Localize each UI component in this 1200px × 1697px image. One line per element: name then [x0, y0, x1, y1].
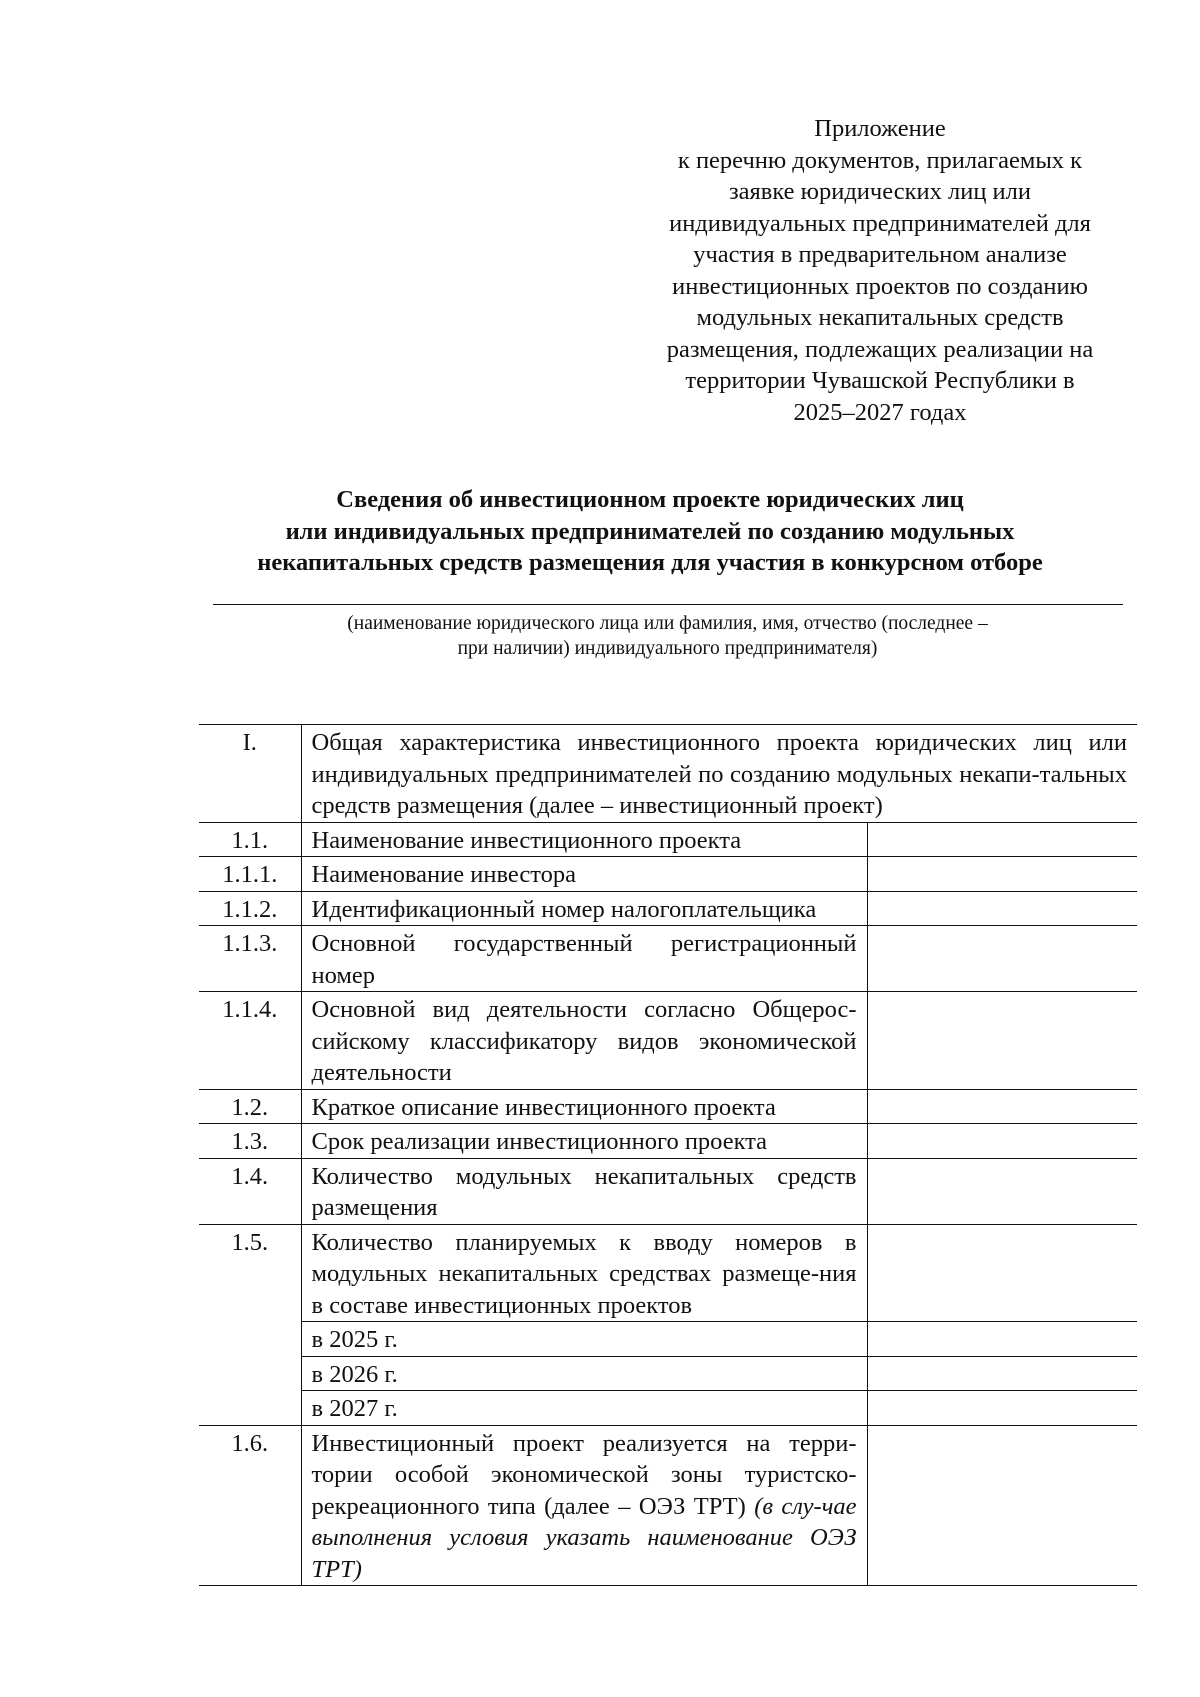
row-number: 1.1. [199, 822, 301, 857]
row-number: 1.1.4. [199, 992, 301, 1090]
value-cell[interactable] [867, 926, 1137, 992]
appendix-line: заявке юридических лиц или [728, 178, 1031, 205]
table-row-year [199, 1322, 1137, 1357]
empty-number-cell [199, 1391, 301, 1426]
row-label: Краткое описание инвестиционного проекта [301, 1089, 867, 1124]
empty-number-cell [199, 1322, 301, 1357]
appendix-line: территории Чувашской Республики в [685, 367, 1075, 394]
row-number: 1.6. [199, 1425, 301, 1586]
value-cell[interactable] [867, 1322, 1137, 1357]
applicant-name-line[interactable] [213, 604, 1123, 605]
row-label: Количество планируемых к вводу номеров в модульных некапитальных средствах размеще-ния в составе инвестиционных проектов [301, 1224, 867, 1322]
row-label-text: Инвестиционный проект реализуется на терри-тории особой экономической зоны туристско-рекреационного типа (далее – ОЭЗ ТРТ) [311, 1429, 857, 1520]
table-row-year [199, 1391, 1137, 1426]
year-label: в 2026 г. [301, 1356, 867, 1391]
appendix-line: 2025–2027 годах [793, 398, 967, 426]
value-cell[interactable] [867, 1158, 1137, 1224]
year-label: в 2027 г. [301, 1391, 867, 1426]
value-cell[interactable] [867, 857, 1137, 892]
appendix-line: Приложение [814, 115, 946, 142]
caption-line: (наименование юридического лица или фамилия, имя, отчество (последнее – [347, 613, 988, 634]
table-row-year [199, 1356, 1137, 1391]
row-label: Основной вид деятельности согласно Общерос-сийскому классификатору видов экономической деятельности [301, 992, 867, 1090]
value-cell[interactable] [867, 1391, 1137, 1426]
table-row [199, 992, 1137, 1090]
table-row [199, 1089, 1137, 1124]
row-label: Количество модульных некапитальных средств размещения [301, 1158, 867, 1224]
appendix-line: участия в предварительном анализе [693, 241, 1067, 268]
row-number: 1.2. [199, 1089, 301, 1124]
name-line-caption [200, 611, 1135, 661]
title-line: некапитальных средств размещения для участия в конкурсном отборе [257, 549, 1043, 576]
row-number: 1.1.2. [199, 891, 301, 926]
row-number: 1.1.1. [199, 857, 301, 892]
table-row [199, 822, 1137, 857]
project-info-table [199, 724, 1137, 1586]
row-number: 1.5. [199, 1224, 301, 1322]
row-number: 1.4. [199, 1158, 301, 1224]
title-line: или индивидуальных предпринимателей по созданию модульных [285, 517, 1015, 545]
appendix-line: индивидуальных предпринимателей для [669, 209, 1091, 237]
value-cell[interactable] [867, 1356, 1137, 1391]
empty-number-cell [199, 1356, 301, 1391]
row-label: Наименование инвестиционного проекта [301, 822, 867, 857]
row-label: Идентификационный номер налогоплательщика [301, 891, 867, 926]
value-cell[interactable] [867, 1124, 1137, 1159]
appendix-header [630, 113, 1130, 428]
appendix-line: размещения, подлежащих реализации на [666, 335, 1094, 363]
table-row [199, 1224, 1137, 1322]
appendix-line: инвестиционных проектов по созданию [672, 272, 1088, 300]
table-row [199, 926, 1137, 992]
table-row [199, 1124, 1137, 1159]
appendix-line: к перечню документов, прилагаемых к [677, 146, 1083, 174]
row-label [301, 1425, 867, 1586]
value-cell[interactable] [867, 1224, 1137, 1322]
value-cell[interactable] [867, 1425, 1137, 1586]
caption-line: при наличии) индивидуального предпринимателя) [457, 638, 878, 659]
row-number: 1.1.3. [199, 926, 301, 992]
row-number: I. [199, 725, 301, 823]
value-cell[interactable] [867, 992, 1137, 1090]
table-row [199, 891, 1137, 926]
document-title [200, 484, 1100, 579]
row-number: 1.3. [199, 1124, 301, 1159]
row-label: Срок реализации инвестиционного проекта [301, 1124, 867, 1159]
table-row [199, 1158, 1137, 1224]
title-line: Сведения об инвестиционном проекте юридических лиц [336, 486, 964, 513]
row-label: Наименование инвестора [301, 857, 867, 892]
section-title: Общая характеристика инвестиционного проекта юридических лиц или индивидуальных предпринимателей по созданию модульных некапи-тальных средств размещения (далее – инвестиционный проект) [301, 725, 1137, 823]
row-label-note: (в слу-чае выполнения условия указать наименование ОЭЗ ТРТ) [311, 1492, 857, 1583]
table-row [199, 1425, 1137, 1586]
year-label: в 2025 г. [301, 1322, 867, 1357]
value-cell[interactable] [867, 822, 1137, 857]
appendix-line: модульных некапитальных средств [696, 304, 1064, 331]
value-cell[interactable] [867, 891, 1137, 926]
section-row [199, 725, 1137, 823]
row-label: Основной государственный регистрационный номер [301, 926, 867, 992]
table-row [199, 857, 1137, 892]
value-cell[interactable] [867, 1089, 1137, 1124]
